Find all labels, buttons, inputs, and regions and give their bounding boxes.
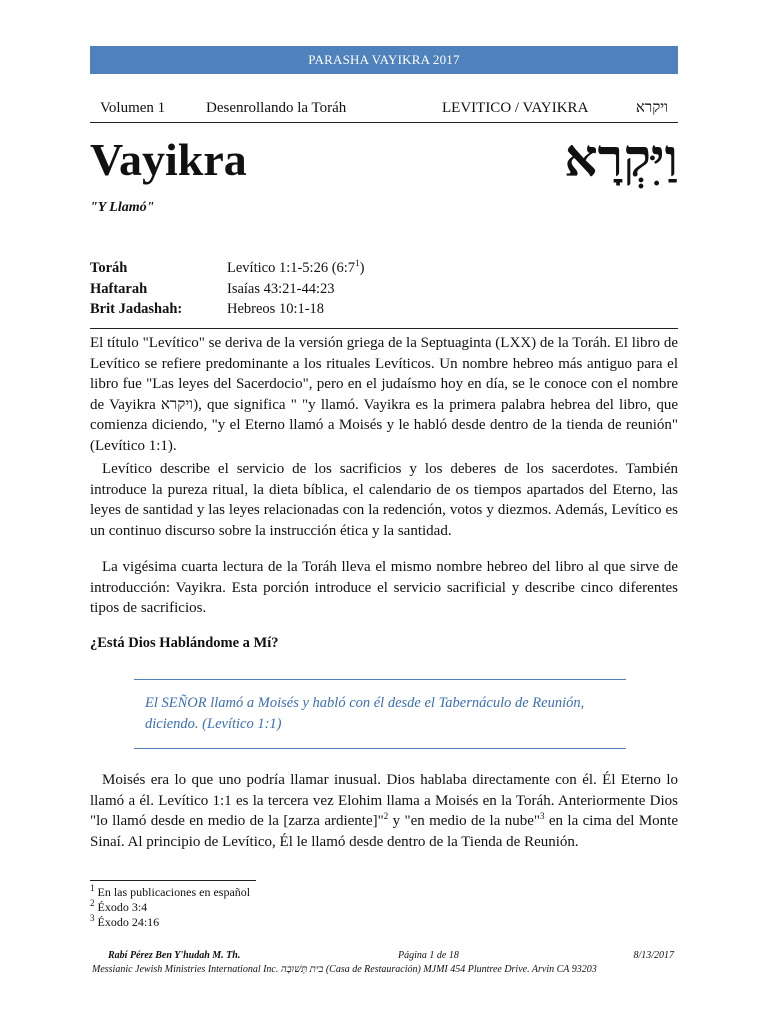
footer-date: 8/13/2017 [633, 950, 674, 961]
series-subtitle: Desenrollando la Toráh [206, 100, 347, 116]
footnote: $^3$ Éxodo 24:16 [90, 913, 160, 929]
footnotes [90, 885, 250, 930]
paragraph-moses: Moisés era lo que uno podría llamar inusual. Dios hablaba directamente con él. Él Eterno lo llamó a él. Levítico 1:1 es la tercera vez Elohim llama a Moisés en la Toráh. Anteriormente Dios "lo llamó desde en medio de la [zarza ardiente]"$^2$ y "en medio de la nube"$^3$ en la cima del Monte Sinaí. Al principio de Levítico, Él le llamó desde dentro de la Tienda de Reunión. [90, 772, 678, 850]
reading-row-torah [90, 258, 678, 279]
header-banner: PARASHA VAYIKRA 2017 [90, 46, 678, 74]
page-title-hebrew: וַיִּקְרָא [564, 131, 678, 188]
book-name-hebrew: ויקרא [635, 100, 668, 116]
scripture-quote-box [134, 679, 626, 749]
footnote: $^2$ Éxodo 3:4 [90, 898, 148, 914]
reading-label: Toráh [90, 260, 128, 276]
footnote: $^1$ En las publicaciones en español [90, 883, 251, 899]
paragraph-intro: El título "Levítico" se deriva de la versión griega de la Septuaginta (LXX) de la Toráh. El libro de Levítico se refiere predominante a los rituales Levíticos. Un nombre hebreo más antiguo para el libro fue "Las leyes del Sacerdocio", pero en el judaísmo hoy en día, se le conoce con el nombre de Vayikra ויקרא), que significa " "y llamó. Vayikra es la primera palabra hebrea del libro, que comienza diciendo, "y el Eterno llamó a Moisés y le habló desde dentro de la tienda de reunión"(Levítico 1:1). [90, 335, 678, 454]
page-footer [90, 950, 678, 978]
reading-value: Levítico 1:1-5:26 $(6:7^1)$ [227, 258, 365, 276]
reading-label: Brit Jadashah: [90, 301, 183, 317]
footnote-divider [90, 880, 256, 881]
reading-value: Hebreos 10:1-18 [227, 301, 325, 317]
footer-author: Rabí Pérez Ben Y'hudah M. Th. [108, 950, 241, 961]
footnote-ref[interactable]: 3 [540, 811, 545, 821]
paragraph-description: Levítico describe el servicio de los sacrificios y los deberes de los sacerdotes. También introduce la pureza ritual, la dieta bíblica, el calendario de os tiempos apartados del Eterno, las leyes de santidad y las leyes relacionadas con la redención, votos y diezmos. Además, Levítico es un continuo discurso sobre la instrucción ética y la santidad. [90, 461, 678, 539]
footer-organization: Messianic Jewish Ministries International Inc. בית תְּשׁוּבָה (Casa de Restauración) MJMI 454 Pluntree Drive. Arvin CA 93203 [92, 964, 597, 975]
scripture-quote: El SEÑOR llamó a Moisés y habló con él desde el Tabernáculo de Reunión, diciendo. (Levítico 1:1) [145, 695, 585, 732]
volume-label: Volumen 1 [100, 100, 166, 116]
header-meta-row [90, 100, 678, 123]
readings-table [90, 258, 678, 329]
page-title: Vayikra [90, 134, 247, 185]
footnote-ref[interactable]: 2 [383, 811, 389, 821]
title-translation: "Y Llamó" [90, 200, 155, 215]
reading-label: Haftarah [90, 280, 148, 297]
footnote-ref[interactable]: 1 [355, 258, 360, 269]
section-heading: ¿Está Dios Hablándome a Mí? [90, 635, 279, 651]
reading-row-haftarah [90, 279, 678, 300]
paragraph-reading: La vigésima cuarta lectura de la Toráh lleva el mismo nombre hebreo del libro al que sirve de introducción: Vayikra. Esta porción introduce el servicio sacrificial y describe cinco diferentes tipos de sacrificios. [90, 559, 678, 616]
footer-page-number: Página 1 de 18 [398, 950, 459, 961]
book-name-spanish: LEVITICO / VAYIKRA [442, 100, 589, 116]
reading-value: Isaías 43:21-44:23 [227, 280, 335, 297]
reading-row-brit-jadashah [90, 299, 678, 320]
